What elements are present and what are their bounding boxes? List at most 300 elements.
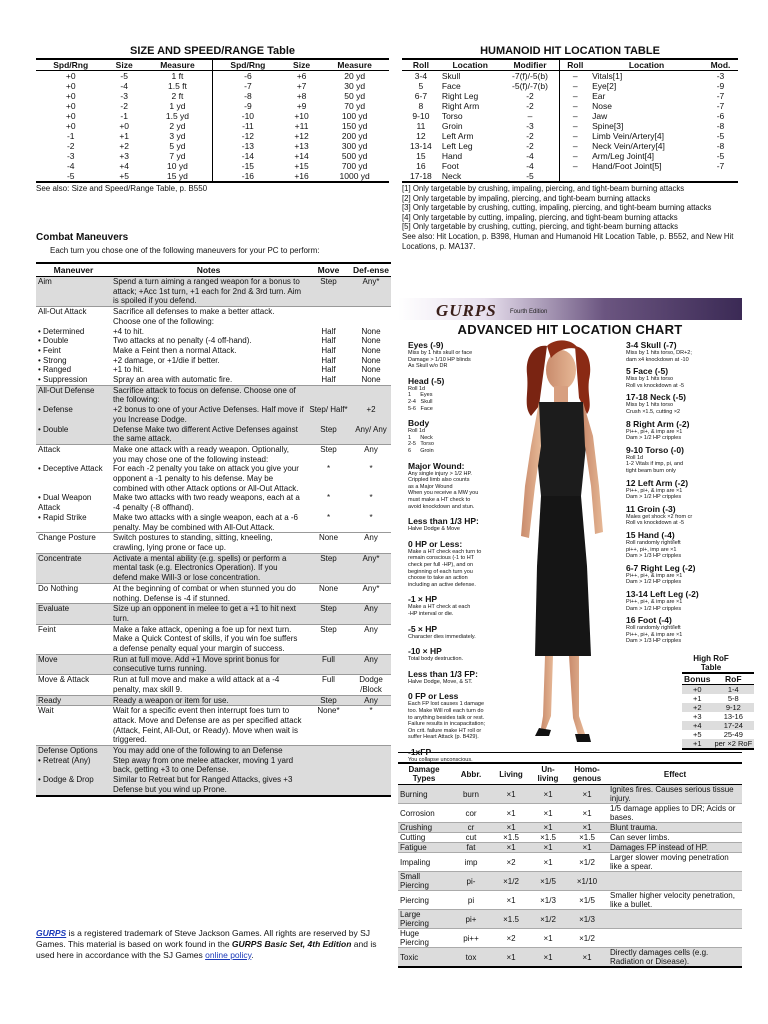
table-row bbox=[402, 81, 738, 91]
table-cell: ×1 bbox=[530, 853, 566, 872]
maneuver-move: Full bbox=[306, 654, 351, 674]
table-cell: Face bbox=[441, 81, 461, 91]
copyright-note bbox=[36, 928, 391, 961]
rof-header: Bonus bbox=[684, 674, 711, 684]
chart-note-text: Miss by 1 hits torso Roll vs knockdown at -5 bbox=[626, 376, 685, 389]
chart-note-heading: 0 HP or Less: bbox=[408, 538, 463, 549]
chart-note-heading: 17-18 Neck (-5) bbox=[626, 392, 687, 403]
maneuver-name: Move bbox=[36, 654, 111, 674]
maneuver-row bbox=[36, 405, 391, 424]
table-cell: 1/5 damage applies to DR; Acids or bases. bbox=[608, 804, 742, 823]
hit-location-header: Modifier bbox=[501, 59, 560, 71]
maneuver-move: Step bbox=[306, 425, 351, 445]
table-cell bbox=[608, 872, 742, 891]
table-cell: -4 bbox=[526, 151, 534, 161]
maneuver-notes: Sacrifice attack to focus on defense. Choose one of the following: bbox=[111, 385, 306, 405]
table-cell: – bbox=[560, 71, 590, 82]
maneuver-notes: Size up an opponent in melee to get a +1 to hit next turn. bbox=[111, 604, 306, 624]
maneuver-row bbox=[36, 385, 391, 405]
chart-note-text: Pi++, pi+, & imp are ×1 Dam > 1/2 HP cripples bbox=[626, 428, 683, 442]
table-cell: Can sever limbs. bbox=[608, 833, 742, 843]
copyright-text-1: is a registered trademark of Steve Jackson Games. All rights are reserved by SJ Games. This material is based on work found in the bbox=[36, 928, 371, 949]
table-cell: Piercing bbox=[398, 891, 450, 910]
table-cell: Cutting bbox=[398, 833, 450, 843]
maneuver-move: None bbox=[306, 533, 351, 553]
table-row bbox=[682, 703, 754, 712]
maneuver-move: Step bbox=[320, 444, 337, 454]
maneuver-name: • Deceptive Attack bbox=[38, 464, 103, 474]
footnote: [1] Only targetable by crushing, impaling, piercing, and tight-beam burning attacks bbox=[402, 184, 685, 193]
table-cell: ×1 bbox=[492, 823, 530, 833]
maneuver-notes: Switch postures to standing, sitting, kneeling, crawling, lying prone or face up. bbox=[111, 533, 306, 553]
table-cell: Limb Vein/Artery[4] bbox=[592, 131, 664, 141]
table-cell: Arm/Leg Joint[4] bbox=[592, 151, 655, 161]
maneuver-move: * bbox=[326, 493, 331, 503]
chart-note-heading: -1xFP bbox=[408, 747, 432, 757]
table-cell: ×1 bbox=[492, 948, 530, 968]
maneuver-defense: None bbox=[361, 365, 381, 375]
hit-location-notes bbox=[402, 184, 738, 251]
maneuver-notes: Activate a mental ability (e.g. spells) or perform a mental task (e.g. Electronics Operation). If you defend make Will-3 or lose concentration. bbox=[111, 553, 306, 583]
table-cell: 5-8 bbox=[727, 694, 739, 703]
table-cell: 500 yd bbox=[341, 151, 368, 161]
maneuver-row bbox=[36, 756, 391, 775]
hit-location-title: HUMANOID HIT LOCATION TABLE bbox=[480, 45, 660, 57]
figure-silhouette bbox=[495, 336, 627, 748]
table-cell: -5(f)/-7(b) bbox=[512, 81, 548, 91]
table-cell: Ignites fires. Causes serious tissue injury. bbox=[608, 785, 742, 804]
maneuver-notes: Spray an area with automatic fire. bbox=[111, 375, 306, 385]
maneuver-move: Step bbox=[306, 624, 351, 654]
combat-intro: Each turn you chose one of the following maneuvers for your PC to perform: bbox=[50, 246, 320, 255]
maneuver-name: Attack bbox=[38, 444, 61, 454]
table-cell: ×1 bbox=[530, 785, 566, 804]
table-cell: cr bbox=[450, 823, 492, 833]
table-cell: +0 bbox=[692, 685, 702, 694]
maneuver-move: Full bbox=[306, 675, 351, 695]
maneuver-notes: At the beginning of combat or when stunned you do nothing. Defense is -4 if stunned. bbox=[111, 583, 306, 603]
table-cell: – bbox=[560, 151, 590, 161]
table-cell: -2 bbox=[120, 101, 128, 111]
damage-row bbox=[398, 804, 742, 823]
table-cell: 300 yd bbox=[341, 141, 368, 151]
table-cell: +0 bbox=[65, 111, 76, 121]
maneuver-name: Move & Attack bbox=[36, 675, 111, 695]
table-cell bbox=[703, 171, 738, 182]
table-cell: -2 bbox=[526, 101, 534, 111]
table-cell: +11 bbox=[294, 121, 309, 131]
table-cell: +12 bbox=[294, 131, 309, 141]
table-row bbox=[402, 131, 738, 141]
table-row bbox=[402, 141, 738, 151]
table-cell: 200 yd bbox=[341, 131, 368, 141]
chart-note-text: Miss by 1 hits skull or face Damage > 1/10 HP blinds As Skull w/o DR bbox=[408, 350, 473, 370]
table-cell: -10 bbox=[212, 111, 282, 121]
maneuver-notes: Step away from one melee attacker, moving 1 yard back, getting +3 to one Defense. bbox=[111, 756, 306, 775]
table-cell: -9 bbox=[716, 81, 725, 91]
table-row bbox=[682, 721, 754, 730]
maneuver-defense: Any bbox=[351, 695, 391, 706]
table-cell: +2 bbox=[692, 703, 702, 712]
maneuver-name: Aim bbox=[36, 277, 111, 307]
chart-note-text: Make a HT check each turn to remain conscious (-1 to HT check per full -HP), and on beginning of each turn you choose to take an action including an active defense. bbox=[408, 548, 482, 588]
table-cell: ×1.5 bbox=[566, 833, 608, 843]
rof-table-box bbox=[682, 654, 753, 750]
hit-location-section bbox=[402, 45, 738, 251]
table-cell: 15 bbox=[416, 151, 426, 161]
copyright-text-3: . bbox=[251, 950, 254, 960]
maneuver-notes: Make two attacks with a single weapon, each at a -6 penalty. May be combined with All-Out Attack. bbox=[111, 513, 306, 533]
chart-note-text: Character dies immediately. bbox=[408, 633, 476, 640]
table-cell: 1 ft bbox=[171, 71, 184, 81]
table-cell: -13 bbox=[212, 141, 282, 151]
table-row bbox=[682, 694, 754, 703]
hit-location-chart bbox=[398, 298, 753, 763]
table-cell: ×1 bbox=[492, 843, 530, 853]
table-row bbox=[402, 171, 738, 182]
maneuver-notes: +1 to hit. bbox=[113, 365, 144, 375]
table-cell: – bbox=[560, 81, 590, 91]
table-cell: -3 bbox=[120, 91, 128, 101]
edition-label: Fourth Edition bbox=[510, 309, 548, 315]
table-cell: +10 bbox=[294, 111, 309, 121]
table-cell: ×1.5 bbox=[492, 833, 530, 843]
table-cell: ×1/2 bbox=[566, 929, 608, 948]
table-cell: -5 bbox=[716, 131, 725, 141]
maneuver-move: Step bbox=[306, 277, 351, 307]
maneuver-row bbox=[36, 706, 391, 746]
size-speed-table bbox=[36, 58, 389, 183]
chart-note-heading: 3-4 Skull (-7) bbox=[626, 340, 677, 350]
maneuver-defense: None bbox=[351, 375, 391, 385]
table-cell: ×1 bbox=[566, 785, 608, 804]
rof-header: RoF bbox=[712, 673, 754, 685]
chart-note-text: Roll 1d 1-2 Vitals if imp, pi, and tight beam burn only bbox=[626, 454, 684, 474]
maneuver-row bbox=[36, 675, 391, 695]
table-cell: 150 yd bbox=[341, 121, 368, 131]
table-cell: imp bbox=[450, 853, 492, 872]
table-cell: 2 ft bbox=[171, 91, 184, 101]
table-cell: 8 bbox=[418, 101, 424, 111]
maneuver-defense: Any* bbox=[351, 553, 391, 583]
table-cell: 700 yd bbox=[341, 161, 368, 171]
table-cell: -5 bbox=[120, 71, 128, 81]
damage-row bbox=[398, 823, 742, 833]
maneuver-name: • Determined bbox=[38, 326, 85, 336]
table-cell: +1 bbox=[692, 694, 702, 703]
footnote: [4] Only targetable by cutting, impaling, piercing, and tight-beam burning attacks bbox=[402, 212, 678, 222]
footnote: See also: Hit Location, p. B398, Human and Humanoid Hit Location Table, p. B552, and New Hit Locations, p. MA137. bbox=[402, 231, 734, 251]
damage-header: Damage Types bbox=[398, 763, 450, 785]
table-cell: Ear bbox=[592, 91, 606, 101]
maneuver-row bbox=[36, 327, 391, 337]
maneuver-name: Feint bbox=[36, 624, 111, 654]
maneuver-move: Half bbox=[321, 345, 336, 355]
maneuver-row bbox=[36, 336, 391, 346]
maneuver-defense: Any bbox=[351, 624, 391, 654]
table-cell: 10 yd bbox=[167, 161, 188, 171]
damage-header: Homo-genous bbox=[566, 763, 608, 785]
table-cell: 1000 yd bbox=[320, 171, 389, 182]
maneuver-row bbox=[36, 464, 391, 493]
maneuver-move bbox=[306, 746, 351, 756]
maneuver-defense: * bbox=[369, 464, 373, 474]
maneuver-notes: +2 bonus to one of your Active Defenses. Half move if you Increase Dodge. bbox=[111, 405, 306, 424]
maneuver-name: • Rapid Strike bbox=[36, 513, 111, 533]
table-cell: +5 bbox=[105, 171, 142, 182]
table-cell: Spine[3] bbox=[592, 121, 624, 131]
table-cell: -8 bbox=[212, 91, 282, 101]
table-row bbox=[682, 685, 754, 695]
maneuver-defense bbox=[351, 746, 391, 756]
table-cell: 30 yd bbox=[344, 81, 366, 91]
online-policy-link[interactable]: online policy bbox=[205, 950, 252, 960]
maneuver-move bbox=[306, 756, 351, 775]
maneuver-name: Wait bbox=[36, 706, 111, 746]
chart-note-heading: 5 Face (-5) bbox=[626, 366, 669, 377]
damage-table bbox=[398, 762, 742, 968]
chart-note-text: Total body destruction. bbox=[408, 656, 464, 663]
table-cell: Jaw bbox=[592, 111, 608, 121]
table-cell: 3 yd bbox=[169, 131, 186, 141]
maneuver-move: Half bbox=[321, 355, 336, 365]
table-cell bbox=[608, 910, 742, 929]
chart-note-text: You collapse unconscious. bbox=[408, 757, 473, 763]
gurps-link[interactable]: GURPS bbox=[36, 928, 67, 938]
maneuver-name: • Retreat (Any) bbox=[36, 756, 111, 775]
size-speed-header: Spd/Rng bbox=[36, 59, 105, 71]
table-cell: Vitals[1] bbox=[592, 71, 623, 81]
table-cell: tox bbox=[450, 948, 492, 968]
table-cell: +0 bbox=[65, 71, 76, 81]
table-cell: ×1 bbox=[530, 929, 566, 948]
table-cell: Right Arm bbox=[441, 101, 480, 111]
table-cell: 11 bbox=[416, 121, 426, 131]
table-cell: -2 bbox=[526, 141, 534, 151]
maneuver-move: Half bbox=[306, 375, 351, 385]
table-cell: pi- bbox=[450, 872, 492, 891]
table-cell: ×2 bbox=[492, 929, 530, 948]
table-cell: ×1/5 bbox=[530, 872, 566, 891]
maneuver-row bbox=[36, 375, 391, 385]
table-cell: Toxic bbox=[398, 948, 450, 968]
chart-note-heading: 8 Right Arm (-2) bbox=[626, 418, 690, 429]
chart-note-heading: 6-7 Right Leg (-2) bbox=[626, 562, 696, 573]
hit-location-table bbox=[402, 58, 738, 183]
chart-note-text: Roll 1d 1 Neck 2-5 Torso 6 Groin bbox=[408, 428, 434, 454]
maneuver-move: Step/ Half* bbox=[306, 405, 351, 424]
table-cell: – bbox=[560, 111, 590, 121]
maneuver-name: • Ranged bbox=[38, 365, 72, 375]
maneuver-defense: * bbox=[369, 493, 373, 503]
table-cell: Hand bbox=[441, 151, 463, 161]
maneuver-notes: Make one attack with a ready weapon. Optionally, you may chose one of the following instead: bbox=[113, 444, 289, 464]
maneuver-defense bbox=[351, 775, 391, 795]
table-cell: -15 bbox=[212, 161, 282, 171]
table-cell: – bbox=[560, 101, 590, 111]
maneuver-row bbox=[36, 513, 391, 533]
table-cell: cut bbox=[450, 833, 492, 843]
table-cell: ×1/5 bbox=[566, 891, 608, 910]
table-cell: -7(f)/-5(b) bbox=[512, 71, 548, 81]
chart-note-heading: Head (-5) bbox=[408, 375, 445, 386]
table-cell: +1 bbox=[682, 739, 712, 749]
size-speed-header: Measure bbox=[320, 59, 389, 71]
table-row bbox=[36, 141, 389, 151]
maneuver-notes: Make two attacks with two ready weapons, each at a -4 penalty (-8 offhand). bbox=[113, 493, 300, 513]
table-cell: -11 bbox=[212, 121, 282, 131]
table-cell: ×1 bbox=[530, 823, 566, 833]
table-cell: ×1.5 bbox=[530, 833, 566, 843]
maneuver-move bbox=[306, 385, 351, 405]
maneuver-defense: Any* bbox=[351, 583, 391, 603]
table-cell: Left Arm bbox=[441, 131, 474, 141]
table-cell: +0 bbox=[65, 121, 76, 131]
table-cell: 7 yd bbox=[169, 151, 186, 161]
table-cell: +0 bbox=[65, 81, 76, 91]
chart-note-heading: 12 Left Arm (-2) bbox=[626, 477, 689, 488]
combat-section bbox=[36, 232, 391, 797]
chart-note-heading: Body bbox=[408, 418, 430, 429]
table-cell: ×1 bbox=[566, 843, 608, 853]
table-cell: -1 bbox=[120, 111, 128, 121]
table-cell: ×1 bbox=[530, 948, 566, 968]
table-cell: Burning bbox=[398, 785, 450, 804]
maneuver-defense bbox=[351, 307, 391, 327]
table-cell: Huge Piercing bbox=[398, 929, 450, 948]
table-cell: pi bbox=[450, 891, 492, 910]
table-cell: 17-24 bbox=[723, 721, 743, 730]
damage-row bbox=[398, 910, 742, 929]
size-speed-header: Measure bbox=[143, 59, 213, 71]
table-cell: – bbox=[560, 141, 590, 151]
table-cell: +8 bbox=[296, 91, 307, 101]
size-speed-header: Size bbox=[105, 59, 142, 71]
chart-note-text: Miss by 1 hits torso Crush ×1.5, cutting ×2 bbox=[626, 402, 681, 415]
table-cell: -4 bbox=[120, 81, 128, 91]
table-cell: Fatigue bbox=[398, 843, 450, 853]
table-cell: Nose bbox=[592, 101, 612, 111]
footnote: [2] Only targetable by impaling, piercing, and tight-beam burning attacks bbox=[402, 193, 651, 203]
table-cell: -14 bbox=[212, 151, 282, 161]
combat-header: Move bbox=[306, 263, 351, 277]
table-row bbox=[36, 161, 389, 171]
maneuver-move: None bbox=[306, 583, 351, 603]
table-cell: ×1 bbox=[492, 804, 530, 823]
table-cell: -8 bbox=[716, 141, 725, 151]
maneuver-name: Concentrate bbox=[36, 553, 111, 583]
rof-title: High RoF Table bbox=[693, 654, 729, 672]
chart-note-heading: Eyes (-9) bbox=[408, 340, 444, 350]
maneuver-name: Do Nothing bbox=[36, 583, 111, 603]
table-row bbox=[36, 171, 389, 182]
damage-row bbox=[398, 929, 742, 948]
table-cell: 1 yd bbox=[169, 101, 186, 111]
table-cell: ×1/2 bbox=[530, 910, 566, 929]
table-row bbox=[36, 81, 389, 91]
table-cell: -7 bbox=[716, 91, 725, 101]
table-cell: -7 bbox=[212, 81, 282, 91]
table-cell: – bbox=[560, 121, 590, 131]
chart-note-text: Males get shock ×2 from cr Roll vs knockdown at -5 bbox=[626, 513, 693, 527]
combat-table bbox=[36, 262, 391, 797]
maneuver-move: Step bbox=[306, 695, 351, 706]
maneuver-name: • Feint bbox=[38, 345, 61, 355]
table-cell: -7 bbox=[716, 101, 725, 111]
maneuver-move: * bbox=[326, 464, 331, 474]
maneuver-defense: * bbox=[351, 706, 391, 746]
copyright-text-2: and is used here in accordance with the SJ Games bbox=[36, 939, 377, 960]
chart-note-text: Roll randomly right/left Pi++, pi+, & imp are ×1 Dam > 1/3 HP cripples bbox=[626, 625, 683, 645]
table-cell: -6 bbox=[212, 71, 282, 82]
chart-note-heading: 11 Groin (-3) bbox=[626, 503, 676, 514]
maneuver-row bbox=[36, 553, 391, 583]
table-cell: ×1/2 bbox=[492, 872, 530, 891]
damage-row bbox=[398, 853, 742, 872]
table-cell: ×1 bbox=[492, 785, 530, 804]
hit-location-header: Roll bbox=[402, 59, 440, 71]
table-row bbox=[402, 101, 738, 111]
maneuver-name: Change Posture bbox=[36, 533, 111, 553]
table-row bbox=[36, 101, 389, 111]
table-cell: Torso bbox=[441, 111, 463, 121]
chart-note-text: Pi++, pi+, & imp are ×1 Dam > 1/2 HP cripples bbox=[626, 572, 683, 586]
maneuver-row bbox=[36, 624, 391, 654]
table-cell: 3-4 bbox=[414, 71, 428, 81]
table-cell: ×2 bbox=[492, 853, 530, 872]
table-cell: – bbox=[560, 161, 590, 171]
table-cell: -9 bbox=[212, 101, 282, 111]
maneuver-notes: +2 damage, or +1/die if better. bbox=[113, 355, 220, 365]
chart-note-text: Halve Dodge, Move, & ST. bbox=[408, 678, 473, 685]
gurps-logo: GURPS bbox=[436, 301, 497, 320]
table-cell: +9 bbox=[296, 101, 307, 111]
table-cell: 50 yd bbox=[344, 91, 366, 101]
table-cell: +15 bbox=[294, 161, 309, 171]
table-cell: Crushing bbox=[398, 823, 450, 833]
chart-note-heading: 15 Hand (-4) bbox=[626, 530, 675, 540]
table-cell: +0 bbox=[119, 121, 130, 131]
table-cell: -2 bbox=[526, 91, 534, 101]
table-cell: -2 bbox=[526, 131, 534, 141]
table-cell: -5 bbox=[716, 151, 725, 161]
maneuver-notes: Make a fake attack, opening a foe up for next turn. Make a Quick Contest of skills, if you win foe suffers a defense penalty equal your margin of success. bbox=[111, 624, 306, 654]
chart-note-text: Roll randomly right/left pi++, pi+, imp are ×1 Dam > 1/3 HP cripples bbox=[626, 540, 682, 560]
maneuver-defense: Any bbox=[364, 444, 378, 454]
table-row bbox=[402, 71, 738, 82]
maneuver-move: None* bbox=[306, 706, 351, 746]
damage-row bbox=[398, 891, 742, 910]
table-cell: +3 bbox=[692, 712, 702, 721]
table-row bbox=[402, 121, 738, 131]
combat-header: Notes bbox=[111, 263, 306, 277]
maneuver-defense: * bbox=[351, 513, 391, 533]
maneuver-notes: +4 to hit. bbox=[113, 326, 144, 336]
maneuver-name: Ready bbox=[36, 695, 111, 706]
table-cell: pi+ bbox=[450, 910, 492, 929]
table-row bbox=[36, 131, 389, 141]
maneuver-name: • Dodge & Drop bbox=[36, 775, 111, 795]
hit-location-header: Location bbox=[440, 59, 501, 71]
maneuver-name: All-Out Attack bbox=[38, 307, 87, 317]
table-cell: – bbox=[560, 91, 590, 101]
table-cell: +3 bbox=[119, 151, 130, 161]
maneuver-notes: Wait for a specific event then interrupt foes turn to attack. Move and Defense are as per specified attack (Attack, Feint, All-Out, or Ready). Move when wait is triggered. bbox=[111, 706, 306, 746]
chart-note-heading: 13-14 Left Leg (-2) bbox=[626, 589, 699, 599]
maneuver-move bbox=[306, 775, 351, 795]
table-cell: +4 bbox=[692, 721, 702, 730]
maneuver-row bbox=[36, 356, 391, 366]
